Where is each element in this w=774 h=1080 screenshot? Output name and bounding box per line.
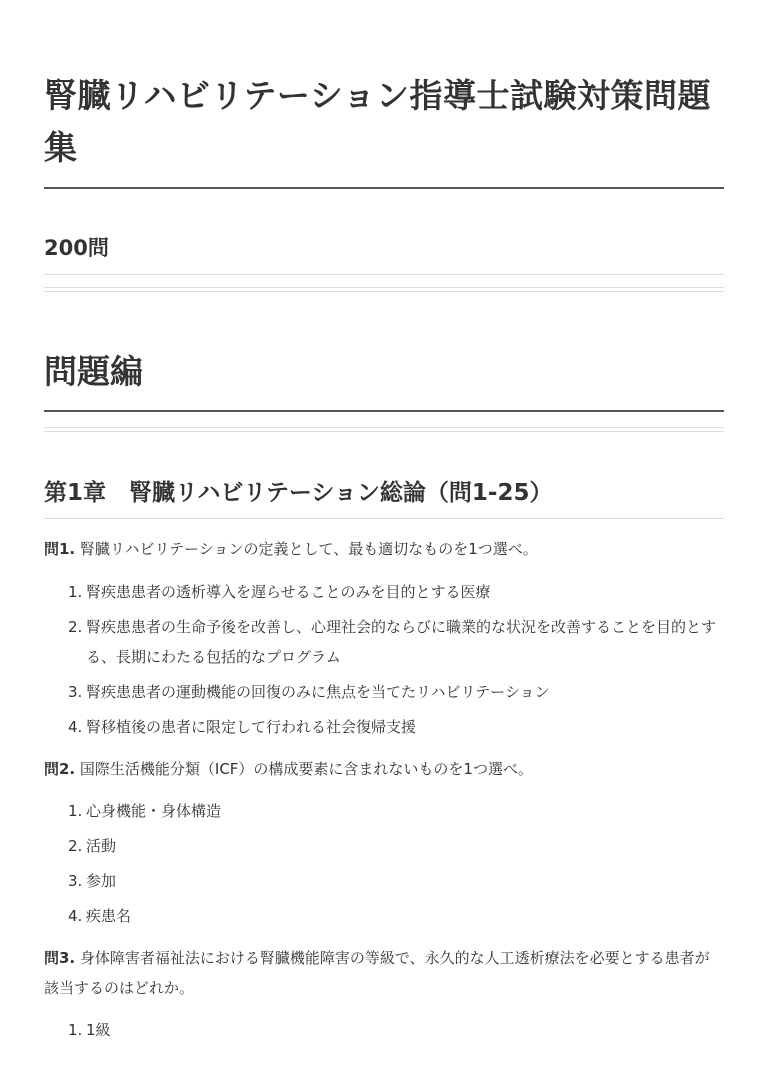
question-3 bbox=[44, 943, 724, 1003]
option-number: 3. bbox=[68, 683, 83, 701]
option-item bbox=[68, 677, 724, 707]
option-item bbox=[68, 712, 724, 742]
option-text: 腎移植後の患者に限定して行われる社会復帰支援 bbox=[86, 718, 417, 736]
question-number: 問2. bbox=[44, 760, 76, 778]
option-number: 4. bbox=[68, 718, 83, 736]
question-2 bbox=[44, 754, 724, 784]
option-item bbox=[68, 831, 724, 861]
question-text: 身体障害者福祉法における腎臓機能障害の等級で、永久的な人工透析療法を必要とする患者が該当するのはどれか。 bbox=[44, 949, 710, 997]
question-1-options bbox=[44, 577, 724, 742]
option-item bbox=[68, 866, 724, 896]
option-text: 1級 bbox=[86, 1021, 111, 1039]
option-item bbox=[68, 796, 724, 826]
option-number: 2. bbox=[68, 837, 83, 855]
question-3-options bbox=[44, 1015, 724, 1045]
option-number: 4. bbox=[68, 907, 83, 925]
question-text: 腎臓リハビリテーションの定義として、最も適切なものを1つ選べ。 bbox=[75, 540, 538, 558]
option-text: 腎疾患患者の運動機能の回復のみに焦点を当てたリハビリテーション bbox=[86, 683, 550, 701]
question-2-options bbox=[44, 796, 724, 931]
option-item bbox=[68, 1015, 724, 1045]
option-number: 2. bbox=[68, 618, 83, 636]
option-item bbox=[68, 612, 724, 672]
option-text: 疾患名 bbox=[86, 907, 132, 925]
option-item bbox=[68, 901, 724, 931]
option-text: 活動 bbox=[86, 837, 117, 855]
chapter-heading: 第1章 腎臓リハビリテーション総論（問1-25） bbox=[44, 480, 553, 506]
question-count-heading: 200問 bbox=[44, 236, 109, 260]
option-number: 1. bbox=[68, 1021, 83, 1039]
option-text: 腎疾患患者の生命予後を改善し、心理社会的ならびに職業的な状況を改善することを目的とする、長期にわたる包括的なプログラム bbox=[86, 618, 717, 666]
question-number: 問1. bbox=[44, 540, 76, 558]
document-title: 腎臓リハビリテーション指導士試験対策問題集 bbox=[44, 76, 712, 167]
question-1 bbox=[44, 534, 724, 564]
option-number: 3. bbox=[68, 872, 83, 890]
option-text: 腎疾患患者の透析導入を遅らせることのみを目的とする医療 bbox=[86, 583, 491, 601]
option-text: 参加 bbox=[86, 872, 117, 890]
question-text: 国際生活機能分類（ICF）の構成要素に含まれないものを1つ選べ。 bbox=[75, 760, 533, 778]
option-text: 心身機能・身体構造 bbox=[86, 802, 222, 820]
question-number: 問3. bbox=[44, 949, 76, 967]
option-number: 1. bbox=[68, 802, 83, 820]
part-heading: 問題編 bbox=[44, 352, 143, 391]
option-number: 1. bbox=[68, 583, 83, 601]
option-item bbox=[68, 577, 724, 607]
